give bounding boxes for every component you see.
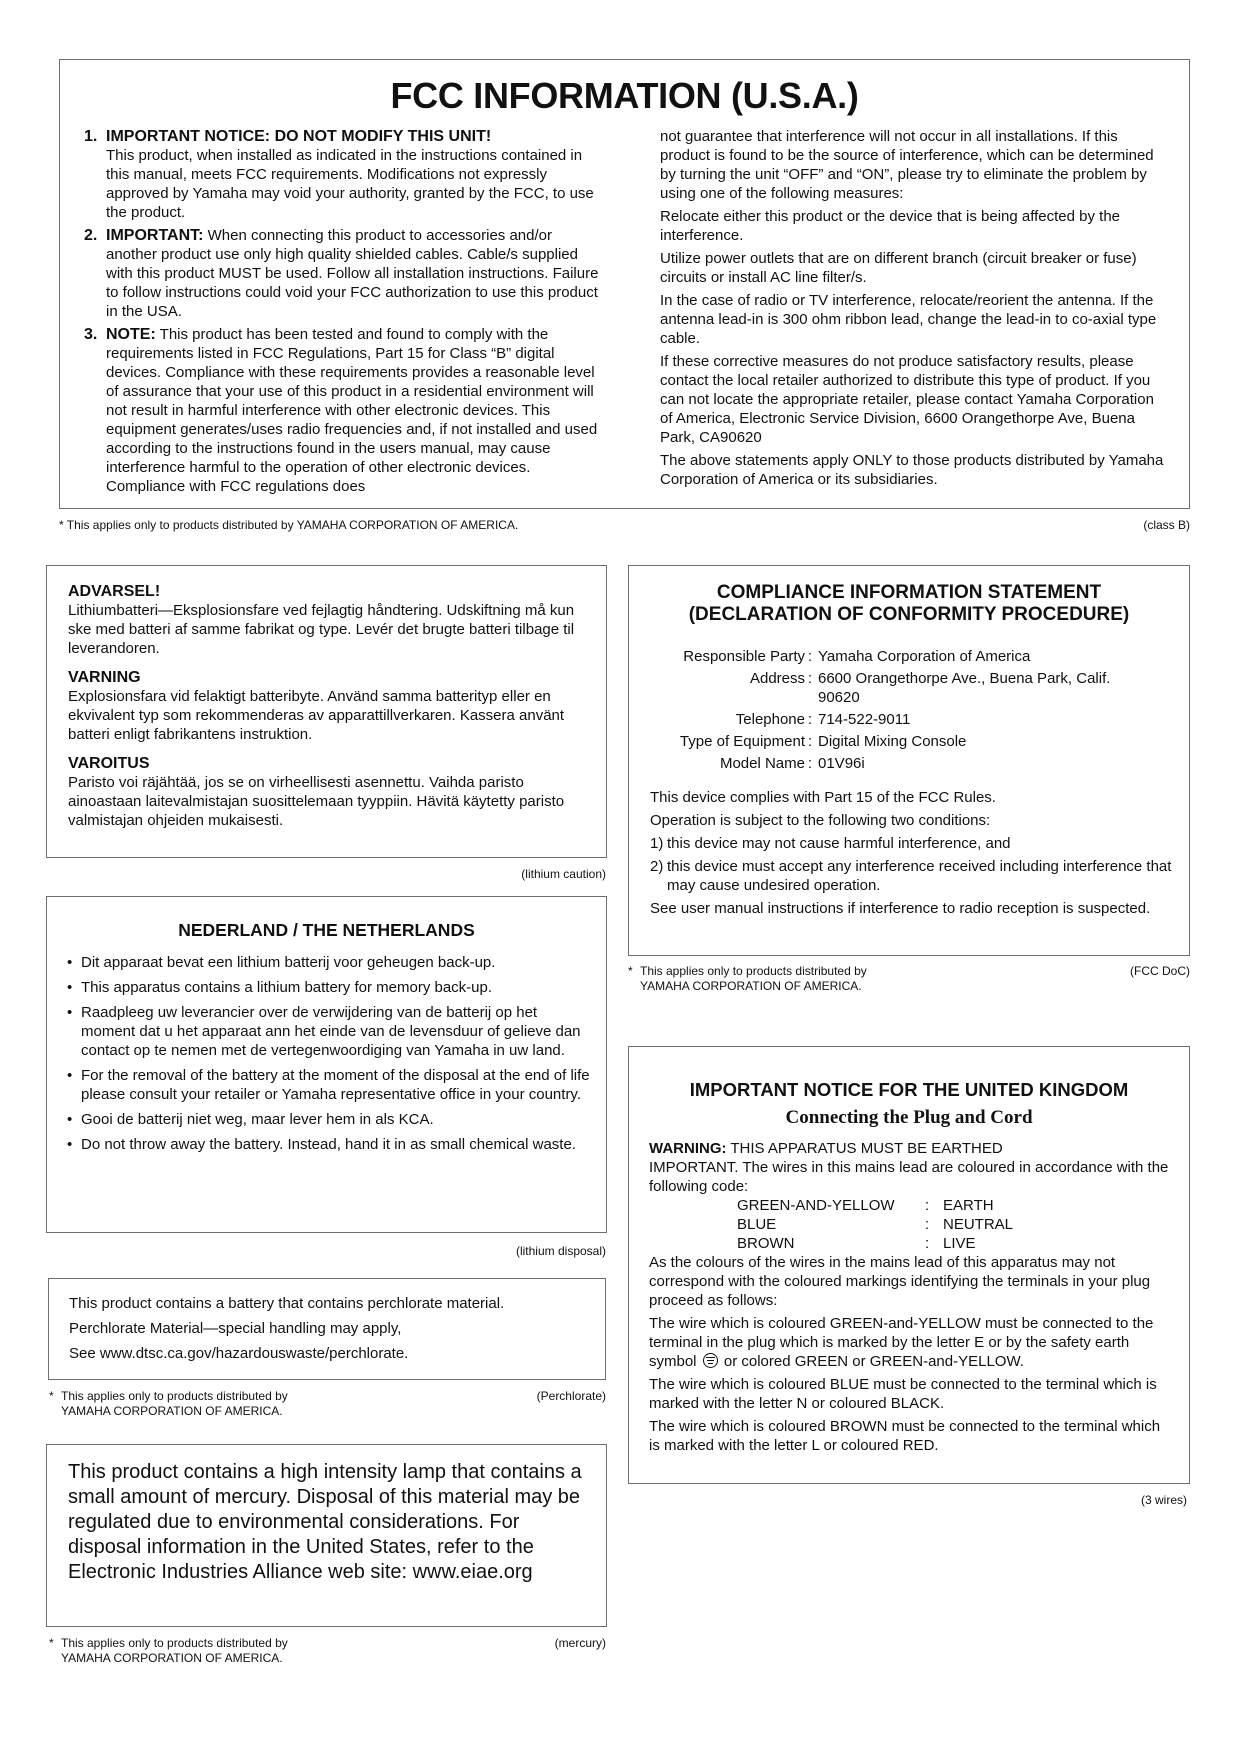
fcc-paragraph: Utilize power outlets that are on different branch (circuit breaker or fuse) circuits or install AC line filter/s. <box>660 250 1137 286</box>
perchlorate-content <box>69 1294 589 1363</box>
fcc-title: FCC INFORMATION (U.S.A.) <box>390 75 859 116</box>
compliance-heading-line1: COMPLIANCE INFORMATION STATEMENT <box>716 582 1102 603</box>
list-item <box>67 953 592 972</box>
compliance-box <box>628 565 1190 956</box>
warning-text: THIS APPARATUS MUST BE EARTHED <box>726 1140 1003 1157</box>
wire-colour: BLUE <box>737 1216 777 1233</box>
section-heading-danish: ADVARSEL! <box>68 583 161 600</box>
uk-heading: IMPORTANT NOTICE FOR THE UNITED KINGDOM <box>689 1079 1129 1100</box>
footnote-text: This applies only to products distributed by YAMAHA CORPORATION OF AMERICA. <box>61 1636 288 1665</box>
fcc-paragraph: Relocate either this product or the device that is being affected by the interference. <box>660 208 1121 244</box>
statement-conditions-intro: Operation is subject to the following two conditions: <box>650 812 991 829</box>
footnote-text: This applies only to products distributed by YAMAHA CORPORATION OF AMERICA. <box>640 964 867 993</box>
asterisk: * <box>49 1389 54 1403</box>
wire-row-earth <box>649 1196 1174 1215</box>
field-value: 714-522-9011 <box>818 711 911 728</box>
wire-role: NEUTRAL <box>943 1216 1014 1233</box>
perchlorate-line: See www.dtsc.ca.gov/hazardouswaste/perchlorate. <box>69 1345 409 1362</box>
list-item <box>67 1110 592 1129</box>
condition-text: this device may not cause harmful interference, and <box>667 835 1011 852</box>
wire-separator: : <box>925 1216 930 1233</box>
compliance-footnote <box>628 964 928 994</box>
field-label: Address <box>749 670 805 687</box>
fcc-item-2 <box>84 226 604 321</box>
field-separator: : <box>807 648 813 665</box>
item-number: 3. <box>84 326 98 343</box>
perchlorate-line: This product contains a battery that contains perchlorate material. <box>69 1295 505 1312</box>
mercury-box <box>46 1444 607 1627</box>
bullet-icon: • <box>67 979 73 996</box>
item-heading: NOTE: <box>106 326 156 343</box>
compliance-statements <box>650 788 1172 918</box>
bullet-icon: • <box>67 1067 73 1084</box>
paragraph-text: or colored GREEN or GREEN-and-YELLOW. <box>719 1353 1024 1370</box>
fcc-paragraph: not guarantee that interference will not occur in all installations. If this product is found to be the source of interference, which can be determined by turning the unit “OFF” and “ON”, please try to eliminate the problem by using one of the following measures: <box>660 128 1154 202</box>
fcc-item-3 <box>84 325 604 496</box>
lithium-caution-tag: (lithium caution) <box>521 867 606 881</box>
field-separator: : <box>807 711 813 728</box>
condition-text: this device must accept any interference received including interference that may cause undesired operation. <box>667 858 1172 894</box>
field-label: Telephone <box>735 711 805 728</box>
field-separator: : <box>807 733 813 750</box>
wire-separator: : <box>925 1235 930 1252</box>
lithium-disposal-tag: (lithium disposal) <box>515 1244 606 1258</box>
netherlands-box <box>46 896 607 1233</box>
list-item <box>67 1135 592 1154</box>
asterisk: * <box>49 1636 54 1650</box>
field-type-of-equipment <box>649 732 1169 751</box>
uk-notice-box <box>628 1046 1190 1484</box>
perchlorate-line: Perchlorate Material—special handling may apply, <box>69 1320 402 1337</box>
condition-1 <box>650 834 1172 853</box>
three-wires-tag: (3 wires) <box>1140 1493 1187 1507</box>
item-heading: IMPORTANT NOTICE: DO NOT MODIFY THIS UNIT! <box>106 128 492 145</box>
perchlorate-box <box>48 1278 606 1380</box>
field-separator: : <box>807 670 813 687</box>
section-text-danish: Lithiumbatteri—Eksplosionsfare ved fejlagtig håndtering. Udskiftning må kun ske med batteri af samme fabrikat og type. Levér det brugte batteri tilbage til leverandoren. <box>68 602 575 657</box>
item-text: This product has been tested and found to comply with the requirements listed in FCC Regulations, Part 15 for Class “B” digital devices. Compliance with these requirements provides a reasonable level of assurance that your use of this product in a residential environment will not result in harmful interference with other electronic devices. This equipment generates/uses radio frequencies and, if not installed and used according to the instructions found in the users manual, may cause interference harmful to the operation of other electronic devices. Compliance with FCC regulations does <box>106 326 598 495</box>
fcc-paragraph: In the case of radio or TV interference, relocate/reorient the antenna. If the antenna lead-in is 300 ohm ribbon lead, change the lead-in to co-axial type cable. <box>660 292 1157 347</box>
compliance-heading-line2: (DECLARATION OF CONFORMITY PROCEDURE) <box>688 604 1130 625</box>
section-text-finnish: Paristo voi räjähtää, jos se on virheellisesti asennettu. Vaihda paristo ainoastaan laitevalmistajan suosittelemaan tyyppiin. Hävitä käytetty paristo valmistajan ohjeiden mukaisesti. <box>68 774 565 829</box>
uk-paragraph-blue: The wire which is coloured BLUE must be connected to the terminal which is marked with the letter N or coloured BLACK. <box>649 1376 1157 1412</box>
field-model-name <box>649 754 1169 773</box>
fcc-paragraph: The above statements apply ONLY to those products distributed by Yamaha Corporation of America or its subsidiaries. <box>660 452 1164 488</box>
netherlands-heading: NEDERLAND / THE NETHERLANDS <box>178 920 475 940</box>
section-heading-swedish: VARNING <box>68 669 141 686</box>
item-number: 1. <box>84 128 98 145</box>
asterisk: * <box>628 964 633 978</box>
bullet-icon: • <box>67 954 73 971</box>
uk-paragraph-colours: As the colours of the wires in the mains lead of this apparatus may not correspond with the coloured markings identifying the terminals in your plug proceed as follows: <box>649 1254 1151 1309</box>
list-item-text: Dit apparaat bevat een lithium batterij voor geheugen back-up. <box>81 954 496 971</box>
fcc-tag: (class B) <box>1143 518 1190 532</box>
field-value: Yamaha Corporation of America <box>818 648 1031 665</box>
fcc-information-box <box>59 59 1190 509</box>
list-item-text: Raadpleeg uw leverancier over de verwijdering van de batterij op het moment dat u het apparaat ann het einde van de levensduur of gelieve dan contact op te nemen met de vertegenwoordiging van Yamaha in uw land. <box>81 1004 581 1059</box>
wire-row-neutral <box>649 1215 1174 1234</box>
condition-number: 2) <box>650 858 664 875</box>
section-heading-finnish: VAROITUS <box>68 755 150 772</box>
bullet-icon: • <box>67 1111 73 1128</box>
uk-paragraph-brown: The wire which is coloured BROWN must be connected to the terminal which is marked with the letter L or coloured RED. <box>649 1418 1161 1454</box>
condition-number: 1) <box>650 835 664 852</box>
field-value: 6600 Orangethorpe Ave., Buena Park, Calif. 90620 <box>818 670 1111 706</box>
wire-colour: GREEN-AND-YELLOW <box>737 1197 895 1214</box>
list-item-text: Gooi de batterij niet weg, maar lever hem in als KCA. <box>81 1111 434 1128</box>
warning-label: WARNING: <box>649 1140 727 1157</box>
fcc-left-column <box>84 127 604 500</box>
bullet-icon: • <box>67 1136 73 1153</box>
wire-role: EARTH <box>943 1197 994 1214</box>
lithium-caution-box <box>46 565 607 858</box>
field-value: Digital Mixing Console <box>818 733 967 750</box>
section-text-swedish: Explosionsfara vid felaktigt batteribyte. Använd samma batterityp eller en ekvivalent typ som rekommenderas av apparattillverkaren. Kassera använt batteri enligt fabrikantens instruktion. <box>68 688 565 743</box>
condition-2 <box>650 857 1172 895</box>
item-text: When connecting this product to accessories and/or another product use only high quality shielded cables. Cable/s supplied with this product MUST be used. Follow all installation instructions. Failure to follow instructions could void your FCC authorization to use this product in the USA. <box>106 227 599 320</box>
wire-role: LIVE <box>943 1235 976 1252</box>
field-responsible-party <box>649 647 1169 666</box>
netherlands-bullet-list <box>67 953 592 1160</box>
uk-paragraph-earth <box>649 1314 1174 1371</box>
mercury-text: This product contains a high intensity lamp that contains a small amount of mercury. Disposal of this material may be regulated due to environmental considerations. For disposal information in the United States, refer to the Electronic Industries Alliance web site: www.eiae.org <box>68 1461 582 1583</box>
wire-colour: BROWN <box>737 1235 795 1252</box>
lithium-caution-content <box>68 582 593 830</box>
mercury-footnote <box>49 1636 349 1666</box>
mercury-tag: (mercury) <box>554 1636 606 1650</box>
compliance-fields <box>649 647 1169 776</box>
fcc-paragraph: If these corrective measures do not produce satisfactory results, please contact the local retailer authorized to distribute this type of product. If you can not locate the appropriate retailer, please contact Yamaha Corporation of America, Electronic Service Division, 6600 Orangethorpe Ave, Buena Park, CA90620 <box>660 353 1154 446</box>
perchlorate-tag: (Perchlorate) <box>536 1389 606 1403</box>
footnote-text: This applies only to products distributed by YAMAHA CORPORATION OF AMERICA. <box>61 1389 288 1418</box>
statement-part15: This device complies with Part 15 of the FCC Rules. <box>650 789 996 806</box>
field-label: Model Name <box>719 755 805 772</box>
list-item-text: Do not throw away the battery. Instead, hand it in as small chemical waste. <box>81 1136 576 1153</box>
list-item-text: For the removal of the battery at the moment of the disposal at the end of life please consult your retailer or Yamaha representative office in your country. <box>81 1067 590 1103</box>
bullet-icon: • <box>67 1004 73 1021</box>
perchlorate-footnote <box>49 1389 349 1419</box>
uk-warning <box>649 1139 1174 1158</box>
fcc-footnote: * This applies only to products distributed by YAMAHA CORPORATION OF AMERICA. <box>59 518 519 532</box>
compliance-heading <box>629 582 1189 626</box>
field-value: 01V96i <box>818 755 865 772</box>
field-label: Responsible Party <box>683 648 805 665</box>
fcc-doc-tag: (FCC DoC) <box>1130 964 1190 978</box>
field-address <box>649 669 1169 707</box>
list-item-text: This apparatus contains a lithium battery for memory back-up. <box>81 979 493 996</box>
field-telephone <box>649 710 1169 729</box>
field-separator: : <box>807 755 813 772</box>
statement-user-manual: See user manual instructions if interference to radio reception is suspected. <box>650 900 1151 917</box>
uk-content <box>649 1139 1174 1455</box>
uk-important: IMPORTANT. The wires in this mains lead are coloured in accordance with the following code: <box>649 1159 1169 1195</box>
wire-separator: : <box>925 1197 930 1214</box>
item-heading: IMPORTANT: <box>106 227 204 244</box>
item-number: 2. <box>84 227 98 244</box>
list-item <box>67 978 592 997</box>
uk-subheading: Connecting the Plug and Cord <box>785 1107 1033 1128</box>
fcc-item-1 <box>84 127 604 222</box>
wire-row-live <box>649 1234 1174 1253</box>
item-text: This product, when installed as indicated in the instructions contained in this manual, meets FCC requirements. Modifications not expressly approved by Yamaha may void your authority, granted by the FCC, to use the product. <box>106 147 594 221</box>
field-label: Type of Equipment <box>679 733 805 750</box>
fcc-right-column <box>660 127 1170 493</box>
list-item <box>67 1003 592 1060</box>
paragraph-text: The wire which is coloured GREEN-and-YELLOW must be connected to the terminal in the plug which is marked by the letter E or by the safety earth symbol <box>649 1315 1154 1370</box>
safety-earth-icon <box>703 1353 718 1368</box>
list-item <box>67 1066 592 1104</box>
